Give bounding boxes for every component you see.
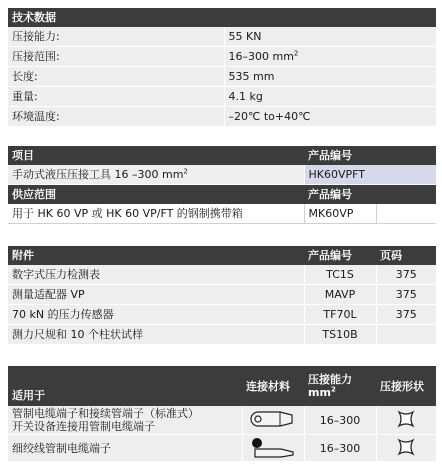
- acc-col-page: 页码: [376, 246, 436, 265]
- spec-label: 重量:: [8, 87, 224, 107]
- app-shape: [376, 435, 436, 462]
- spec-label: 长度:: [8, 67, 224, 87]
- app-desc: [8, 406, 242, 435]
- specs-title: 技术数据: [8, 8, 436, 27]
- supply-col-code: 产品编号: [304, 185, 436, 205]
- spec-label: 压接范围:: [8, 47, 224, 67]
- app-col-material: 连接材料: [242, 366, 304, 406]
- spec-sup: 2: [293, 49, 299, 58]
- acc-code: MAVP: [304, 285, 376, 305]
- acc-page: 375: [376, 285, 436, 305]
- empty-cell: [376, 204, 436, 224]
- app-desc-line1: 管制电缆端子和接续管端子（标准式）: [12, 407, 199, 420]
- product-col-code: 产品编号: [304, 146, 436, 165]
- supply-col-item: 供应范围: [8, 185, 304, 205]
- app-material: [242, 406, 304, 435]
- app-desc: 细绞线管制电缆端子: [8, 435, 242, 462]
- product-code: HK60VPFT: [304, 165, 436, 185]
- product-col-item: 项目: [8, 146, 304, 165]
- accessories-table: [8, 246, 436, 345]
- app-col-capacity-unit: mm: [308, 386, 331, 399]
- spec-value: –20℃ to+40℃: [224, 107, 436, 127]
- acc-label: 测量适配器 VP: [8, 285, 304, 305]
- app-col-for: 适用于: [8, 366, 242, 406]
- acc-col-code: 产品编号: [304, 246, 376, 265]
- app-range: 16–300: [304, 435, 376, 462]
- product-label-cell: [8, 165, 304, 185]
- spec-value-cell: [224, 47, 436, 67]
- app-col-shape: 压接形状: [376, 366, 436, 406]
- acc-label: 70 kN 的压力传感器: [8, 305, 304, 325]
- spec-value: 16–300 mm: [228, 50, 294, 63]
- spec-label: 环境温度:: [8, 107, 224, 127]
- spec-value: 55 KN: [224, 27, 436, 47]
- product-label: 手动式液压压接工具 16 –300 mm: [12, 168, 184, 181]
- acc-label: 数字式压力检测表: [8, 265, 304, 285]
- app-range: 16–300: [304, 406, 376, 435]
- acc-code: TC1S: [304, 265, 376, 285]
- app-col-capacity-label: 压接能力: [308, 373, 352, 386]
- acc-page: 375: [376, 305, 436, 325]
- crimp-shape-icon: [395, 436, 417, 458]
- acc-page: [376, 325, 436, 345]
- spec-value: 535 mm: [224, 67, 436, 87]
- product-table: [8, 146, 436, 224]
- applicable-table: [8, 366, 436, 462]
- supply-code: MK60VP: [304, 204, 376, 224]
- product-sup: 2: [183, 167, 188, 176]
- app-material: [242, 435, 304, 462]
- specs-table: [8, 8, 436, 127]
- app-shape: [376, 406, 436, 435]
- cable-lug-icon: [247, 408, 299, 430]
- supply-label: 用于 HK 60 VP 或 HK 60 VP/FT 的钢制携带箱: [8, 204, 304, 224]
- acc-code: TS10B: [304, 325, 376, 345]
- app-col-capacity: [304, 366, 376, 406]
- app-col-capacity-unit-wrap: [308, 386, 372, 399]
- acc-label: 测力尺规和 10 个柱状试样: [8, 325, 304, 345]
- acc-col-item: 附件: [8, 246, 304, 265]
- acc-code: TF70L: [304, 305, 376, 325]
- crimp-shape-icon: [395, 408, 417, 430]
- fine-strand-lug-icon: [247, 436, 299, 458]
- acc-page: 375: [376, 265, 436, 285]
- spec-value: 4.1 kg: [224, 87, 436, 107]
- spec-label: 压接能力:: [8, 27, 224, 47]
- app-desc-line2: 开关设备连接用管制电缆端子: [12, 420, 155, 433]
- app-col-capacity-sup: 2: [330, 385, 336, 394]
